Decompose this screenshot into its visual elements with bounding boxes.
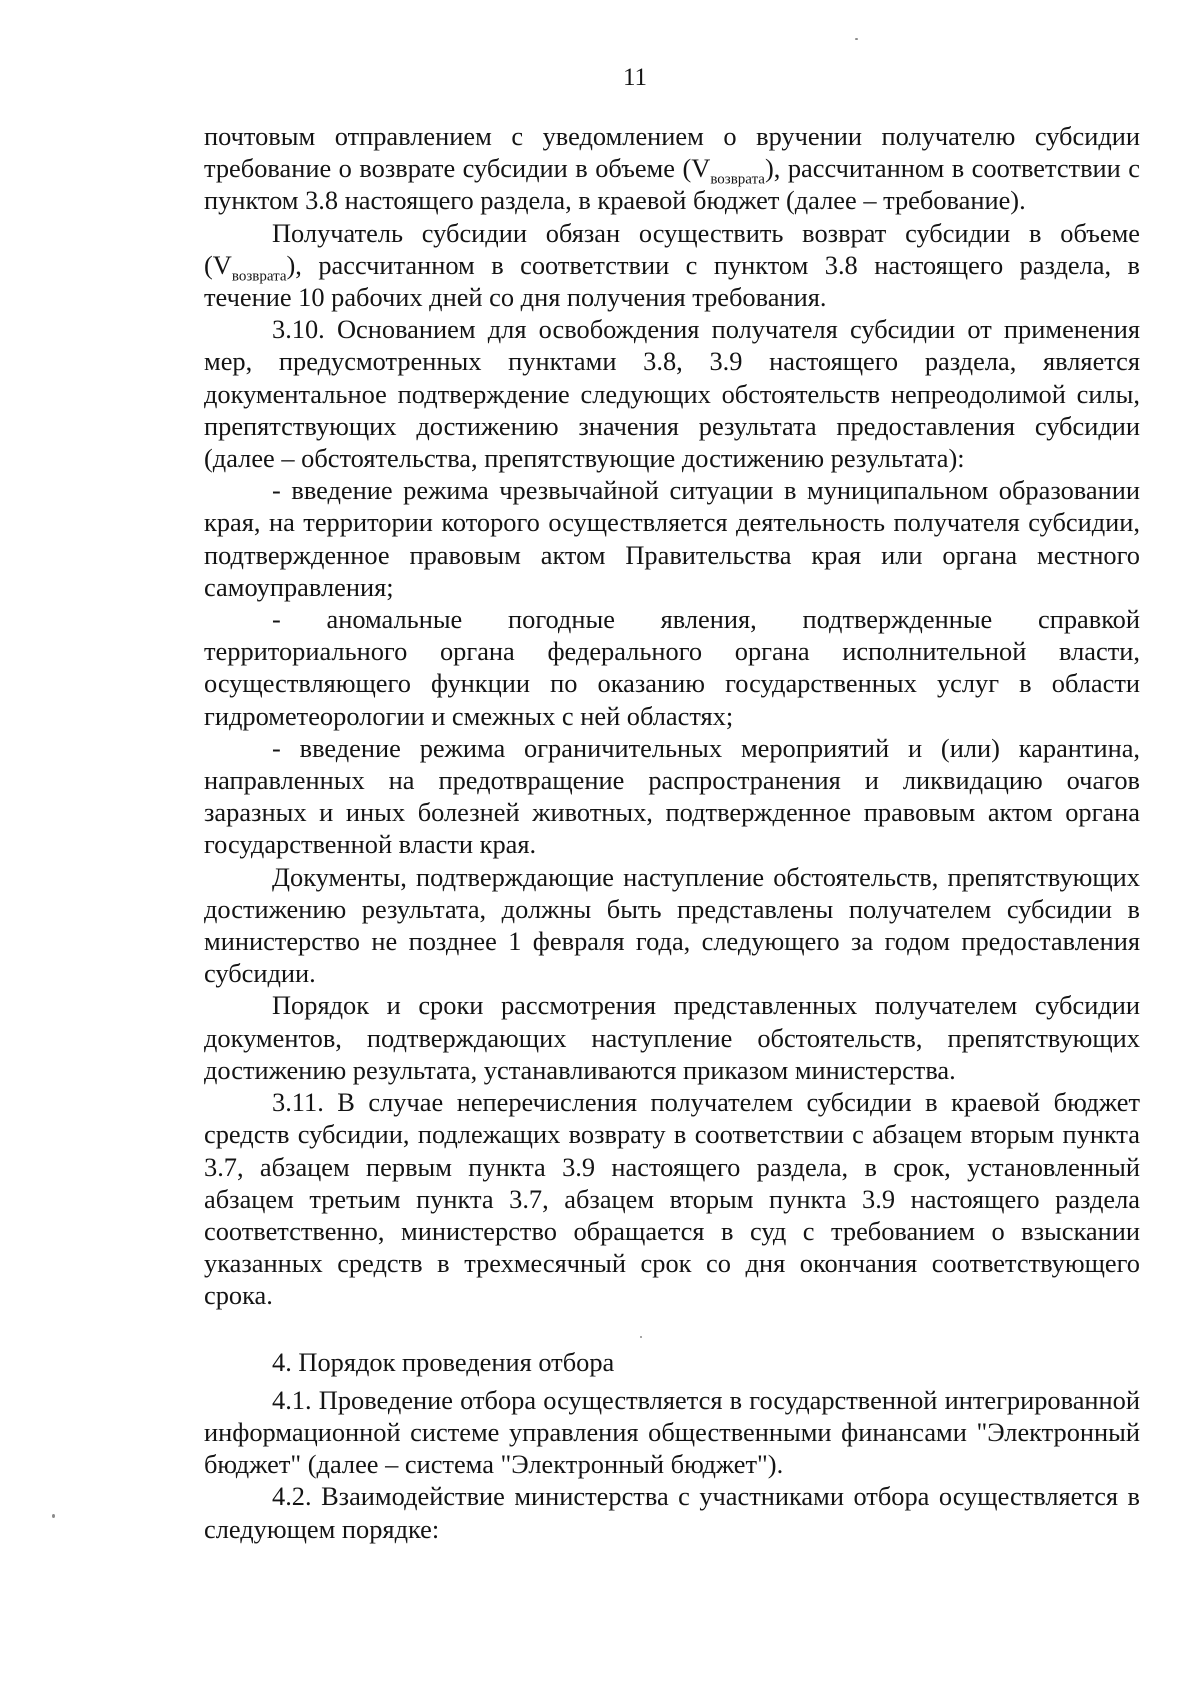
section-heading-4: 4. Порядок проведения отбора	[272, 1346, 615, 1377]
page-number: 11	[622, 64, 648, 91]
paragraph-recipient-obligation	[204, 217, 1140, 314]
paragraph-4-2: 4.2. Взаимодействие министерства с участниками отбора осуществляется в следующем порядке:	[204, 1481, 1140, 1544]
paragraph-text: ), рассчитанном в соответствии с пунктом 3.8 настоящего раздела, в краевой бюджет (далее – требование).	[204, 153, 1140, 216]
list-item-quarantine: - введение режима ограничительных мероприятий и (или) карантина, направленных на предотвращение распространения и ликвидацию очагов заразных и иных болезней животных, подтвержденное правовым актом органа государственной власти края.	[204, 732, 1140, 860]
scan-speck	[855, 38, 858, 40]
scan-speck	[52, 1514, 55, 1518]
paragraph-text: ), рассчитанном в соответствии с пунктом 3.8 настоящего раздела, в течение 10 рабочих дней со дня получения требования.	[204, 249, 1140, 313]
paragraph-text: Получатель субсидии обязан осуществить возврат субсидии в объеме (V	[204, 217, 1140, 280]
subscript-vozvrata: возврата	[710, 171, 765, 188]
list-item-weather: - аномальные погодные явления, подтвержденные справкой территориального органа федерального органа исполнительной власти, осуществляющего функции по оказанию государственных услуг в области гидрометеорологии и смежных с ней областях;	[204, 604, 1140, 731]
document-body	[204, 120, 1140, 1545]
paragraph-3-11: 3.11. В случае неперечисления получателем субсидии в краевой бюджет средств субсидии, подлежащих возврату в соответствии с абзацем вторым пункта 3.7, абзацем первым пункта 3.9 настоящего раздела, в срок, установленный абзацем третьим пункта 3.7, абзацем вторым пункта 3.9 настоящего раздела соответственно, министерство обращается в суд с требованием о взыскании указанных средств в трехмесячный срок со дня окончания соответствующего срока.	[204, 1087, 1140, 1311]
paragraph-documents: Документы, подтверждающие наступление обстоятельств, препятствующих достижению результата, должны быть представлены получателем субсидии в министерство не позднее 1 февраля года, следующего за годом предоставления субсидии.	[204, 861, 1140, 989]
paragraph-text: почтовым отправлением с уведомлением о вручении получателю субсидии требование о возврате субсидии в объеме (V	[204, 121, 1140, 184]
paragraph-4-1: 4.1. Проведение отбора осуществляется в государственной интегрированной информационной системе управления общественными финансами "Электронный бюджет" (далее – система "Электронный бюджет").	[204, 1384, 1140, 1480]
paragraph-review-procedure: Порядок и сроки рассмотрения представленных получателем субсидии документов, подтверждающих наступление обстоятельств, препятствующих достижению результата, устанавливаются приказом министерства.	[204, 990, 1140, 1085]
subscript-vozvrata: возврата	[231, 268, 287, 285]
list-item-emergency: - введение режима чрезвычайной ситуации в муниципальном образовании края, на территории которого осуществляется деятельность получателя субсидии, подтвержденное правовым актом Правительства края или органа местного самоуправления;	[204, 475, 1140, 602]
paragraph-3-10: 3.10. Основанием для освобождения получателя субсидии от применения мер, предусмотренных пунктами 3.8, 3.9 настоящего раздела, является документальное подтверждение следующих обстоятельств непреодолимой силы, препятствующих достижению значения результата предоставления субсидии (далее – обстоятельства, препятствующие достижению результата):	[204, 314, 1140, 474]
scan-speck	[640, 1336, 642, 1338]
paragraph-return-requirement	[204, 120, 1140, 217]
